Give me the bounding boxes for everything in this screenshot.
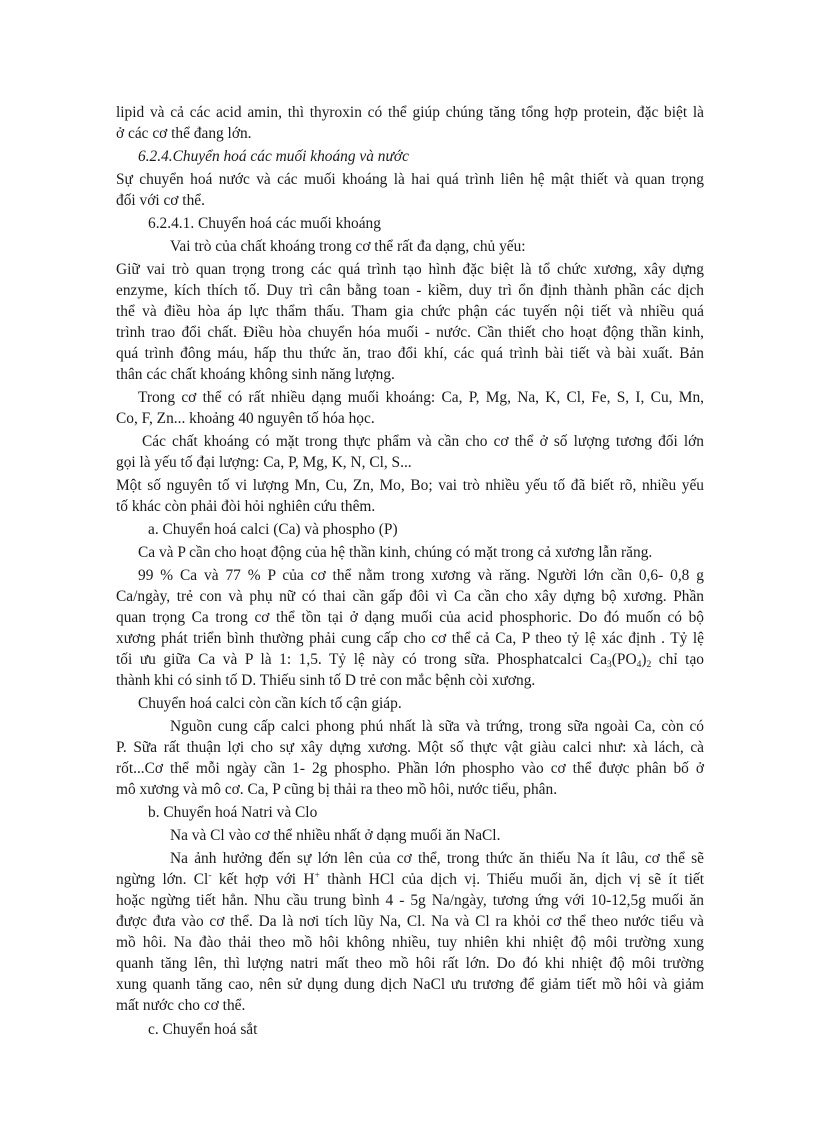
text-line: P. Sữa rất thuận lợi cho sự xây dựng xương. Một số thực vật giàu calci như: xà lách, cà bbox=[116, 739, 704, 756]
text-line: tố khác còn phải đòi hỏi nghiên cứu thêm. bbox=[116, 498, 376, 515]
text-line: mồ hôi. Na đào thải theo mồ hôi không nhiều, tuy nhiên khi nhiệt độ môi trường xung bbox=[116, 934, 704, 951]
text-span: tối ưu giữa Ca và P là 1: 1,5. Tỷ lệ này có trong sữa. Phosphatcalci Ca bbox=[116, 651, 608, 668]
text-span: chỉ tạo bbox=[651, 651, 704, 668]
text-line: Na ảnh hưởng đến sự lớn lên của cơ thể, trong thức ăn thiếu Na ít lâu, cơ thể sẽ bbox=[170, 850, 704, 867]
subsection-heading: 6.2.4.1. Chuyển hoá các muối khoáng bbox=[148, 215, 381, 232]
text-line: hoặc ngừng tiết hẳn. Nhu cầu trung bình 4 - 5g Na/ngày, tương ứng với 10-12,5g muối ăn bbox=[116, 892, 704, 909]
text-line: Nguồn cung cấp calci phong phú nhất là sữa và trứng, trong sữa ngoài Ca, còn có bbox=[170, 718, 704, 735]
text-line: đối với cơ thể. bbox=[116, 192, 205, 209]
text-line: xung quanh tăng cao, nên sử dụng dung dịch NaCl ưu trương để giảm tiết mồ hôi và giảm bbox=[116, 976, 704, 993]
text-line: Ca và P cần cho hoạt động của hệ thần kinh, chúng có mặt trong cả xương lẫn răng. bbox=[138, 544, 653, 561]
text-line: Giữ vai trò quan trọng trong các quá trình tạo hình đặc biệt là tổ chức xương, xây dựng bbox=[116, 261, 704, 278]
text-line: quan trọng Ca trong cơ thể tồn tại ở dạng muối của acid phosphoric. Do đó muốn có bộ bbox=[116, 609, 704, 626]
text-line: thành khi có sinh tố D. Thiếu sinh tố D trẻ con mắc bệnh còi xương. bbox=[116, 672, 536, 689]
text-line: xương phát triển bình thường phải cung cấp cho cơ thể cả Ca, P theo tỷ lệ xác định . Tỷ lệ bbox=[116, 630, 704, 647]
text-line bbox=[116, 650, 704, 670]
text-line: Ca/ngày, trẻ con và phụ nữ có thai cần gấp đôi vì Ca cần cho xây dựng bộ xương. Phần bbox=[116, 588, 704, 605]
text-span: ngừng lớn. Cl bbox=[116, 871, 209, 888]
text-line: Co, F, Zn... khoảng 40 nguyên tố hóa học. bbox=[116, 410, 375, 427]
subsection-heading: c. Chuyển hoá sắt bbox=[148, 1021, 258, 1038]
text-line: trình trao đổi chất. Điều hòa chuyển hóa muối - nước. Cần thiết cho hoạt động thần kinh, bbox=[116, 324, 704, 341]
text-line: ở các cơ thể đang lớn. bbox=[116, 125, 252, 142]
text-line: thể và điều hòa áp lực thẩm thấu. Tham gia chức phận các tuyến nội tiết và nhiều quá bbox=[116, 303, 704, 320]
text-line: mô xương và mô cơ. Ca, P cũng bị thải ra theo mồ hôi, nước tiểu, phân. bbox=[116, 781, 558, 798]
section-heading: 6.2.4.Chuyển hoá các muối khoáng và nước bbox=[138, 148, 409, 165]
text-line: Một số nguyên tố vi lượng Mn, Cu, Zn, Mo, Bo; vai trò nhiều yếu tố đã biết rõ, nhiều yếu bbox=[116, 477, 704, 494]
text-line: được đưa vào cơ thể. Da là nơi tích lũy Na, Cl. Na và Cl ra khỏi cơ thể theo nước tiểu và bbox=[116, 913, 704, 930]
subsection-heading: a. Chuyển hoá calci (Ca) và phospho (P) bbox=[148, 521, 398, 538]
text-line: enzyme, kích thích tố. Duy trì cân bằng toan - kiềm, duy trì ổn định thành phần các dịch bbox=[116, 282, 704, 299]
text-line: Trong cơ thể có rất nhiều dạng muối khoáng: Ca, P, Mg, Na, K, Cl, Fe, S, I, Cu, Mn, bbox=[138, 389, 704, 406]
superscript: + bbox=[314, 871, 320, 881]
superscript: - bbox=[208, 871, 212, 881]
subsection-heading: b. Chuyển hoá Natri và Clo bbox=[148, 804, 318, 821]
text-line: rốt...Cơ thể mỗi ngày cần 1- 2g phospho. Phần lớn phospho vào cơ thể được phân bố ở bbox=[116, 760, 704, 777]
text-span: ) bbox=[641, 651, 647, 668]
text-line: Na và Cl vào cơ thể nhiều nhất ở dạng muối ăn NaCl. bbox=[170, 827, 501, 844]
text-line: lipid và cả các acid amin, thì thyroxin có thể giúp chúng tăng tổng hợp protein, đặc biệt là bbox=[116, 104, 704, 121]
text-line bbox=[116, 870, 704, 890]
text-line: Sự chuyển hoá nước và các muối khoáng là hai quá trình liên hệ mật thiết và quan trọng bbox=[116, 171, 704, 188]
subscript: 2 bbox=[646, 660, 652, 670]
text-line: 99 % Ca và 77 % P của cơ thể nằm trong xương và răng. Người lớn cần 0,6- 0,8 g bbox=[138, 567, 704, 584]
text-line: Vai trò của chất khoáng trong cơ thể rất đa dạng, chủ yếu: bbox=[170, 238, 526, 255]
text-line: gọi là yếu tố đại lượng: Ca, P, Mg, K, N, Cl, S... bbox=[116, 454, 412, 471]
subscript: 3 bbox=[607, 660, 612, 670]
text-span: (PO bbox=[611, 651, 637, 668]
text-span: thành HCl của dịch vị. Thiếu muối ăn, dịch vị sẽ ít tiết bbox=[319, 871, 704, 888]
text-span: kết hợp với H bbox=[211, 871, 315, 888]
text-line: Các chất khoáng có mặt trong thực phẩm và cần cho cơ thể ở số lượng tương đối lớn bbox=[142, 433, 704, 450]
text-line: mất nước cho cơ thể. bbox=[116, 997, 246, 1014]
text-line: Chuyển hoá calci còn cần kích tố cận giáp. bbox=[138, 695, 402, 712]
subscript: 4 bbox=[636, 660, 642, 670]
text-line: quá trình đông máu, hấp thu thức ăn, trao đổi khí, các quá trình bài tiết và bài xuất. Bản bbox=[116, 345, 704, 362]
text-line: thân các chất khoáng không sinh năng lượng. bbox=[116, 366, 395, 383]
text-line: quanh tăng lên, thì lượng natri mất theo mồ hôi rất lớn. Do đó khi nhiệt độ môi trường bbox=[116, 955, 704, 972]
